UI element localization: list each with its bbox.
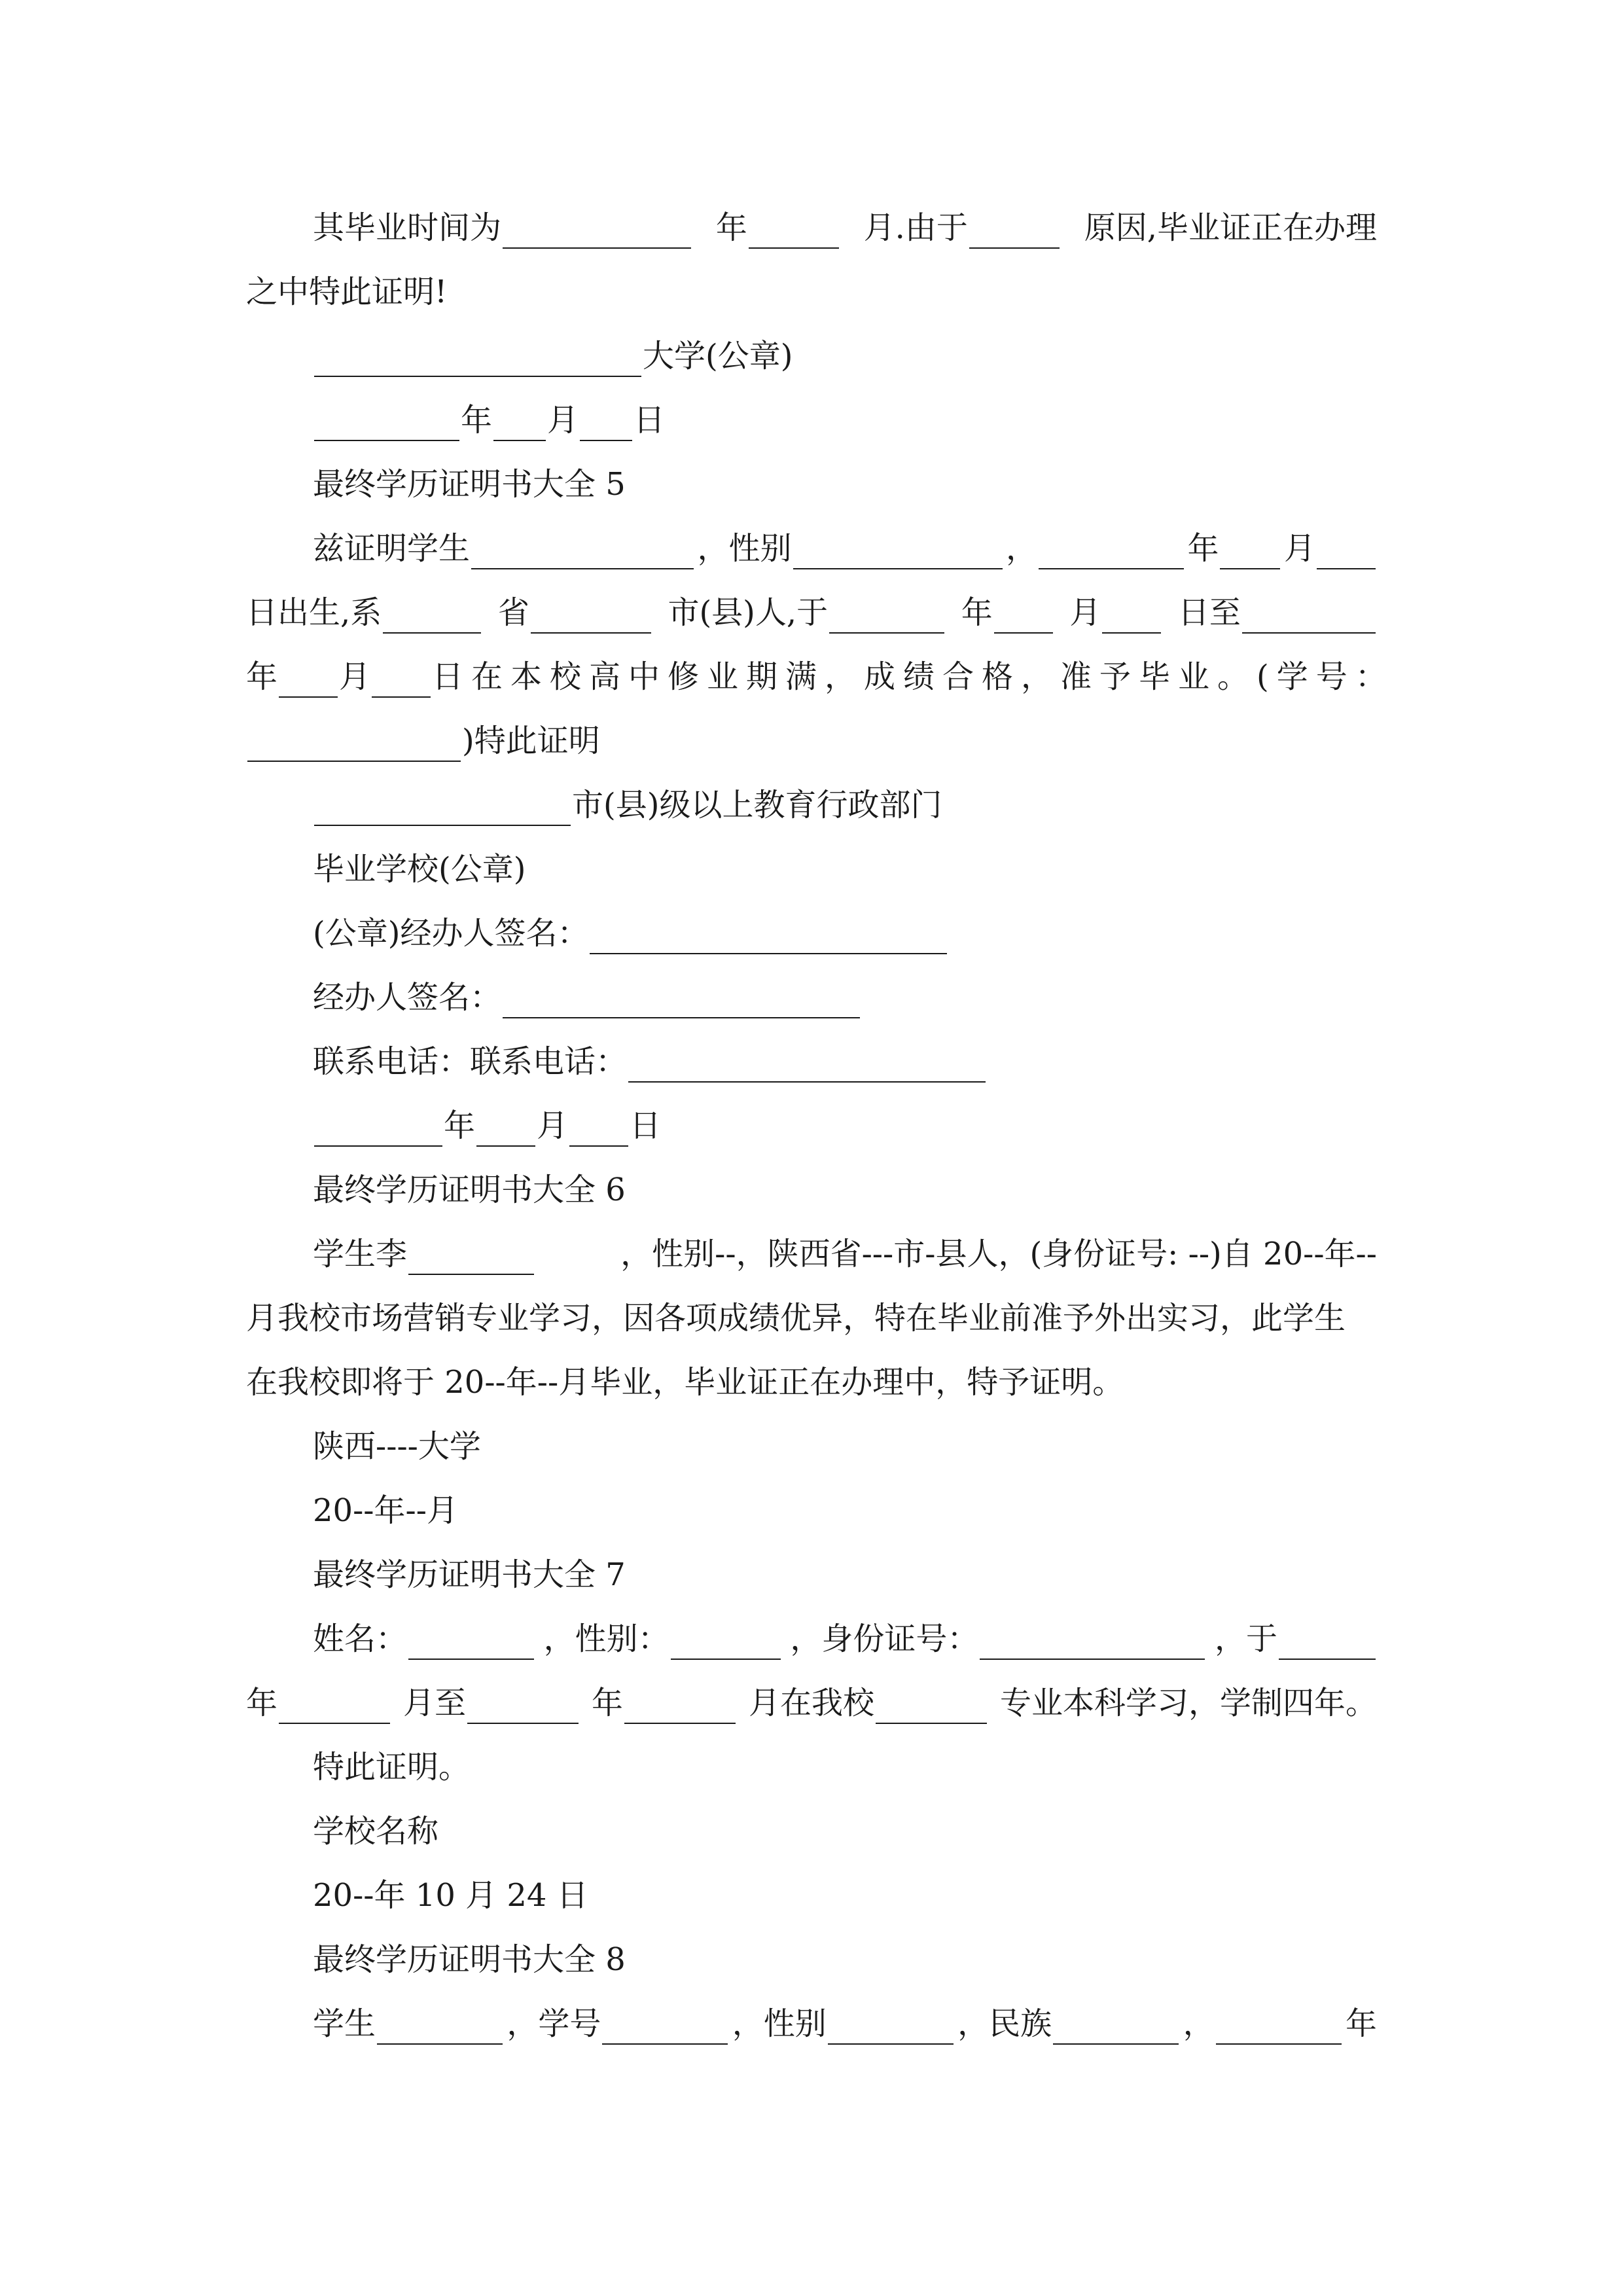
blank-field[interactable] (671, 1626, 781, 1660)
enrollment-line-1: 姓名： ，性别： ，身份证号： ，于 (246, 1618, 1377, 1660)
blank-field[interactable] (531, 600, 651, 634)
blank-field[interactable] (624, 1690, 736, 1724)
blank-field[interactable] (471, 535, 694, 569)
blank-field[interactable] (408, 1241, 534, 1275)
blank-field[interactable] (876, 1690, 987, 1724)
blank-field[interactable] (467, 1690, 579, 1724)
blank-field[interactable] (1039, 535, 1184, 569)
section-heading-8: 最终学历证明书大全 8 (313, 1941, 626, 1978)
blank-field[interactable] (1220, 535, 1280, 569)
blank-field[interactable] (602, 2011, 728, 2045)
blank-field[interactable] (503, 215, 691, 249)
section-heading-6: 最终学历证明书大全 6 (313, 1172, 626, 1208)
blank-field[interactable] (580, 407, 632, 441)
blank-field[interactable] (383, 600, 481, 634)
student-certify-line-1: 兹证明学生 ，性别 ， 年 月 (246, 528, 1377, 569)
blank-field[interactable] (569, 1113, 628, 1147)
student-certify-line-3: 年 月 日在本校高中修业期满，成绩合格，准予毕业。(学号： (246, 656, 1377, 698)
date-line: 20--年--月 (313, 1492, 458, 1529)
school-name-line: 学校名称 (313, 1813, 439, 1850)
blank-field[interactable] (829, 600, 944, 634)
certify-line: 特此证明。 (313, 1749, 471, 1785)
blank-field[interactable] (969, 215, 1060, 249)
blank-field[interactable] (408, 1626, 534, 1660)
blank-field[interactable] (314, 1113, 442, 1147)
blank-field[interactable] (377, 2011, 503, 2045)
blank-field[interactable] (994, 600, 1053, 634)
phone-line: 联系电话：联系电话： (313, 1041, 987, 1083)
blank-field[interactable] (476, 1113, 535, 1147)
internship-line-3: 在我校即将于 20--年--月毕业，毕业证正在办理中，特予证明。 (246, 1364, 1124, 1401)
student-id-line: )特此证明 (246, 720, 600, 762)
signer-line: 经办人签名： (313, 977, 861, 1018)
education-dept-line: 市(县)级以上教育行政部门 (313, 784, 942, 826)
university-seal-line: 大学(公章) (313, 335, 793, 377)
internship-line-1: 学生李 ，性别--，陕西省---市-县人，(身份证号: --)自 20--年-- (246, 1233, 1377, 1275)
blank-field[interactable] (793, 535, 1003, 569)
blank-field[interactable] (1053, 2011, 1179, 2045)
signature-field[interactable] (590, 920, 947, 954)
section-heading-5: 最终学历证明书大全 5 (313, 466, 626, 503)
internship-line-2: 月我校市场营销专业学习，因各项成绩优异，特在毕业前准予外出实习，此学生 (246, 1300, 1346, 1336)
enrollment-line-2: 年 月至 年 月在我校 专业本科学习，学制四年。 (246, 1682, 1377, 1724)
blank-field[interactable] (279, 1690, 390, 1724)
blank-field[interactable] (1216, 2011, 1342, 2045)
blank-field[interactable] (493, 407, 546, 441)
phone-field[interactable] (628, 1049, 986, 1083)
blank-field[interactable] (980, 1626, 1205, 1660)
blank-field[interactable] (1102, 600, 1161, 634)
date-line: 年 月 日 (313, 399, 665, 441)
blank-field[interactable] (314, 407, 459, 441)
student-certify-line-2: 日出生,系 省 市(县)人,于 年 月 日至 (246, 592, 1377, 634)
blank-field[interactable] (1279, 1626, 1376, 1660)
blank-field[interactable] (314, 792, 571, 826)
blank-field[interactable] (749, 215, 839, 249)
section-heading-7: 最终学历证明书大全 7 (313, 1556, 626, 1593)
blank-field[interactable] (279, 664, 338, 698)
student-info-line: 学生 ，学号 ，性别 ，民族 ， 年 (246, 2003, 1377, 2045)
blank-field[interactable] (247, 728, 461, 762)
graduation-time-line: 其毕业时间为 年 月.由于 原因,毕业证正在办理 (246, 207, 1377, 249)
signature-field[interactable] (503, 984, 860, 1018)
school-seal-line: 毕业学校(公章) (313, 851, 526, 888)
blank-field[interactable] (372, 664, 431, 698)
blank-field[interactable] (314, 343, 641, 377)
date-line: 年 月 日 (313, 1105, 661, 1147)
blank-field[interactable] (828, 2011, 954, 2045)
date-line: 20--年 10 月 24 日 (313, 1877, 588, 1914)
university-line: 陕西----大学 (313, 1428, 481, 1465)
blank-field[interactable] (1242, 600, 1376, 634)
seal-signer-line: (公章)经办人签名： (313, 912, 948, 954)
certify-line: 之中特此证明! (246, 274, 448, 310)
blank-field[interactable] (1317, 535, 1376, 569)
